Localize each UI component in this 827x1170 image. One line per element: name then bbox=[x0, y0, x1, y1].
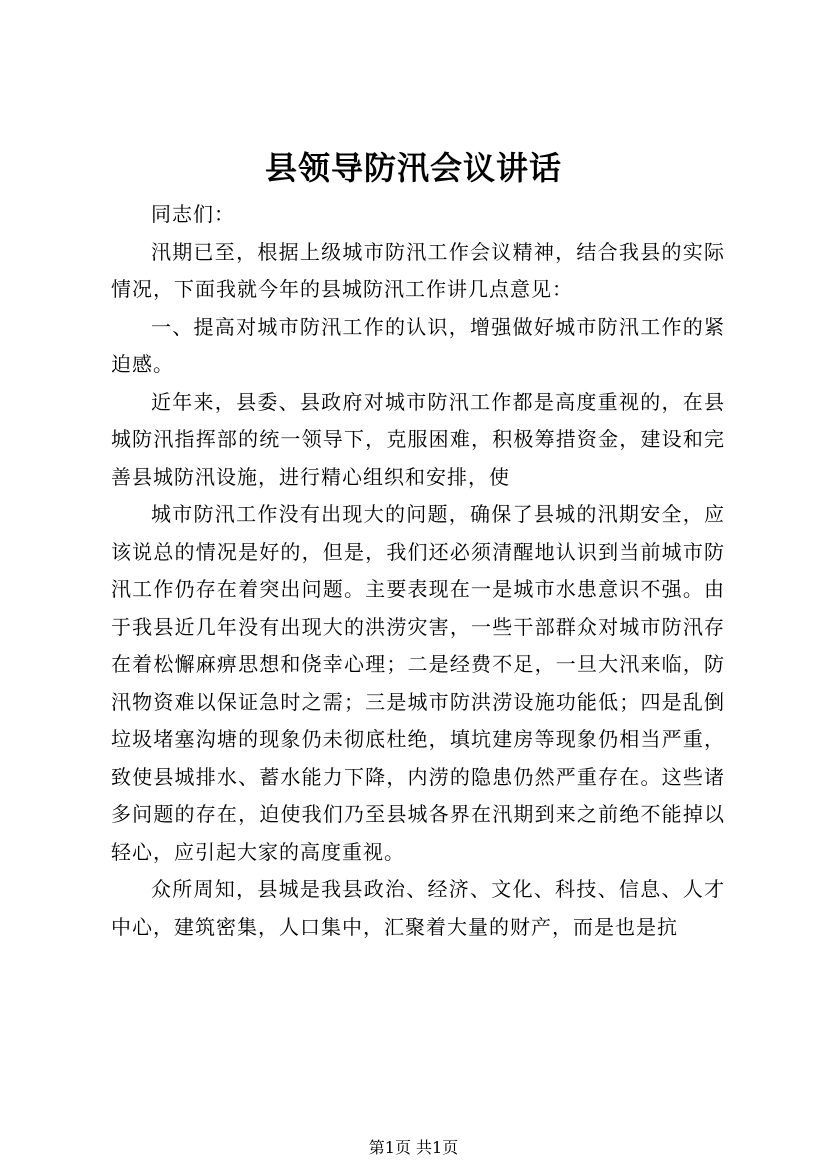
page-number-footer: 第1页 共1页 bbox=[368, 1138, 459, 1157]
paragraph-body-1: 近年来，县委、县政府对城市防汛工作都是高度重视的，在县城防汛指挥部的统一领导下，克服困难，积极筹措资金，建设和完善县城防汛设施，进行精心组织和安排，使 bbox=[111, 389, 725, 489]
paragraph-body-2: 城市防汛工作没有出现大的问题，确保了县城的汛期安全，应该说总的情况是好的，但是，我们还必须清醒地认识到当前城市防汛工作仍存在着突出问题。主要表现在一是城市水患意识不强。由于我县近几年没有出现大的洪涝灾害，一些干部群众对城市防汛存在着松懈麻痹思想和侥幸心理；二是经费不足，一旦大汛来临，防汛物资难以保证急时之需；三是城市防洪涝设施功能低；四是乱倒垃圾堵塞沟塘的现象仍未彻底杜绝，填坑建房等现象仍相当严重，致使县城排水、蓄水能力下降，内涝的隐患仍然严重存在。这些诸多问题的存在，迫使我们乃至县城各界在汛期到来之前绝不能掉以轻心，应引起大家的高度重视。 bbox=[111, 502, 725, 864]
paragraph-salutation: 同志们： bbox=[151, 202, 235, 226]
paragraph-body-3: 众所周知，县城是我县政治、经济、文化、科技、信息、人才中心，建筑密集，人口集中，汇聚着大量的财产，而是也是抗 bbox=[111, 877, 725, 939]
paragraph-intro: 汛期已至，根据上级城市防汛工作会议精神，结合我县的实际情况，下面我就今年的县城防汛工作讲几点意见： bbox=[111, 239, 725, 301]
document-body bbox=[111, 196, 725, 946]
paragraph-heading-1: 一、提高对城市防汛工作的认识，增强做好城市防汛工作的紧迫感。 bbox=[111, 314, 725, 376]
document-title: 县领导防汛会议讲话 bbox=[264, 149, 562, 187]
